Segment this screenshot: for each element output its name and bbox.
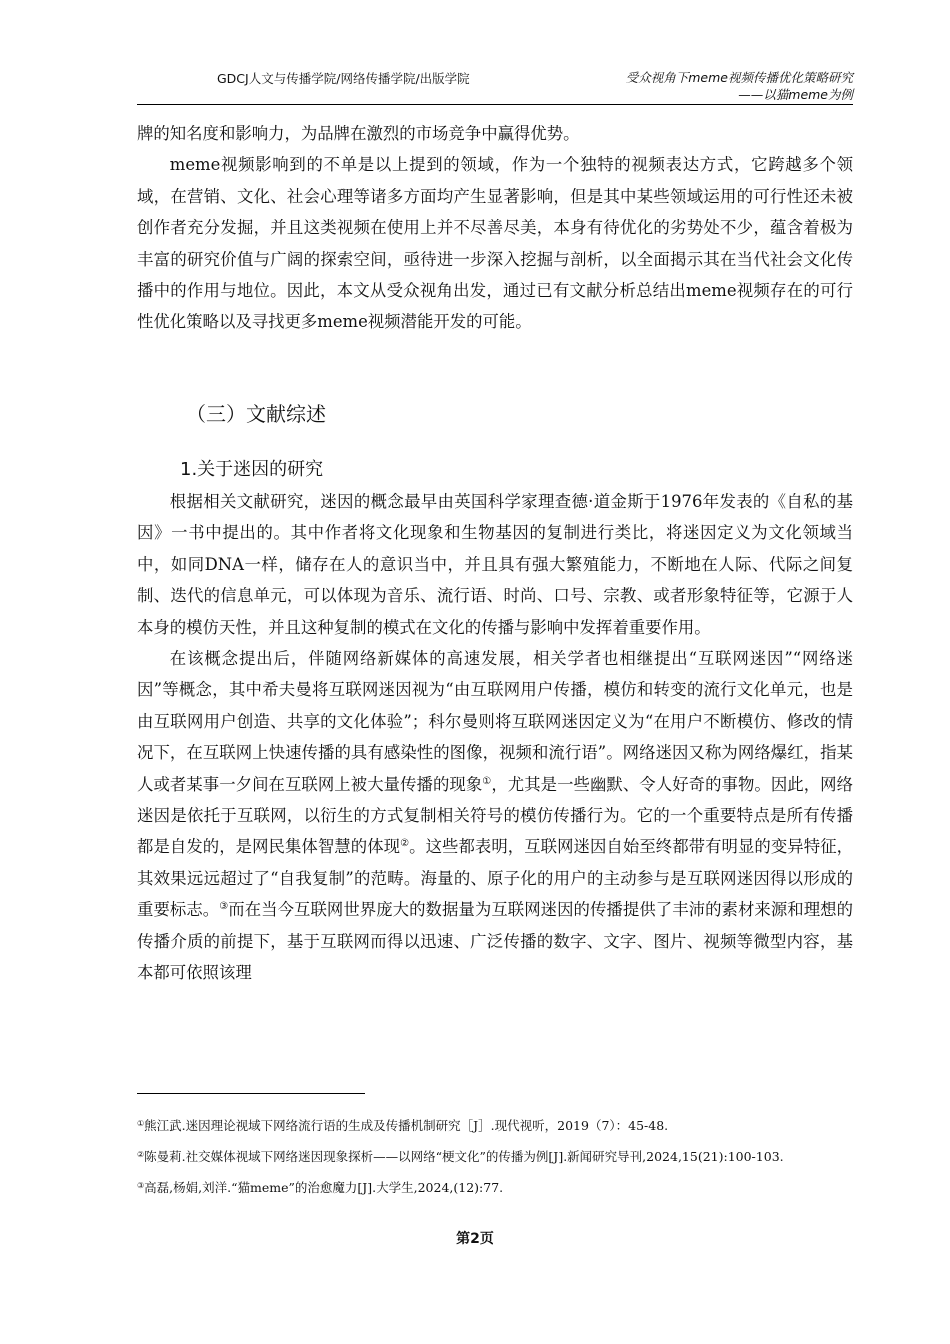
footnotes (137, 1110, 853, 1203)
header-institution: GDCJ人文与传播学院/网络传播学院/出版学院 (217, 71, 470, 86)
footnote-ref-1[interactable]: ① (482, 775, 492, 787)
footnote-mark: ② (137, 1150, 145, 1159)
footnote-1 (137, 1110, 853, 1141)
header-title (626, 69, 853, 103)
footnote-2 (137, 1141, 853, 1172)
paragraph-meme-impact: meme视频影响到的不单是以上提到的领域，作为一个独特的视频表达方式，它跨越多个领域，在营销、文化、社会心理等诸多方面均产生显著影响，但是其中某些领域运用的可行性还未被创作者充分发掘，并且这类视频在使用上并不尽善尽美，本身有待优化的劣势处不少，蕴含着极为丰富的研究价值与广阔的探索空间，亟待进一步深入挖掘与剖析，以全面揭示其在当代社会文化传播中的作用与地位。因此，本文从受众视角出发，通过已有文献分析总结出meme视频存在的可行性优化策略以及寻找更多meme视频潜能开发的可能。 (137, 155, 853, 332)
text-run: 在该概念提出后，伴随网络新媒体的高速发展，相关学者也相继提出“互联网迷因”“网络迷因”等概念，其中希夫曼将互联网迷因视为“由互联网用户传播，模仿和转变的流行文化单元，也是由互联网用户创造、共享的文化体验”；科尔曼则将互联网迷因定义为“在用户不断模仿、修改的情况下，在互联网上快速传播的具有感染性的图像，视频和流行语”。网络迷因又称为网络爆红，指某人或者某事一夕间在互联网上被大量传播的现象 (137, 649, 853, 794)
footnote-text: 陈曼莉.社交媒体视域下网络迷因现象探析——以网络“梗文化”的传播为例[J].新闻研究导刊,2024,15(21):100-103. (144, 1149, 784, 1164)
footnote-ref-2[interactable]: ② (400, 838, 410, 850)
subsection-heading: 1.关于迷因的研究 (180, 459, 324, 480)
text-run: 而在当今互联网世界庞大的数据量为互联网迷因的传播提供了丰沛的素材来源和理想的传播介质的前提下，基于互联网而得以迅速、广泛传播的数字、文字、图片、视频等微型内容，基本都可依照该理 (137, 900, 854, 983)
paragraph-meme-origin: 根据相关文献研究，迷因的概念最早由英国科学家理查德·道金斯于1976年发表的《自私的基因》一书中提出的。其中作者将文化现象和生物基因的复制进行类比，将迷因定义为文化领域当中，如同DNA一样，储存在人的意识当中，并且具有强大繁殖能力，不断地在人际、代际之间复制、迭代的信息单元，可以体现为音乐、流行语、时尚、口号、宗教、或者形象特征等，它源于人本身的模仿天性，并且这种复制的模式在文化的传播与影响中发挥着重要作用。 (137, 492, 853, 637)
header-title-line1: 受众视角下meme视频传播优化策略研究 (625, 70, 853, 85)
footnote-mark: ③ (137, 1181, 145, 1190)
paragraph-internet-meme (137, 643, 853, 988)
paragraph-continued: 牌的知名度和影响力，为品牌在激烈的市场竞争中赢得优势。 (137, 124, 580, 143)
footnote-text: 熊江武.迷因理论视域下网络流行语的生成及传播机制研究［J］.现代视听，2019（7）：45-48. (144, 1118, 669, 1133)
text-run: ，尤其是一些幽默、令人好奇的事物。因此，网络迷因是依托于互联网，以衍生的方式复制相关符号的模仿传播行为。它的一个重要特点是所有传播都是自发的，是网民集体智慧的体现 (137, 774, 854, 857)
footnote-mark: ① (137, 1119, 145, 1128)
header-title-line2: ——以猫meme为例 (738, 87, 853, 102)
section-heading: （三）文献综述 (186, 402, 326, 426)
footnote-ref-3[interactable]: ③ (219, 901, 229, 913)
footnote-separator (137, 1093, 365, 1094)
page-number: 第2页 (456, 1231, 494, 1247)
footnote-text: 高磊,杨娟,刘洋.“猫meme”的治愈魔力[J].大学生,2024,(12):77. (144, 1180, 504, 1195)
footnote-3 (137, 1172, 853, 1203)
running-header (137, 64, 853, 105)
text-run: 。这些都表明，互联网迷因自始至终都带有明显的变异特征，其效果远远超过了“自我复制”的范畴。海量的、原子化的用户的主动参与是互联网迷因得以形成的重要标志。 (137, 837, 854, 920)
body-text-top (137, 118, 853, 338)
body-text-section (137, 486, 853, 989)
